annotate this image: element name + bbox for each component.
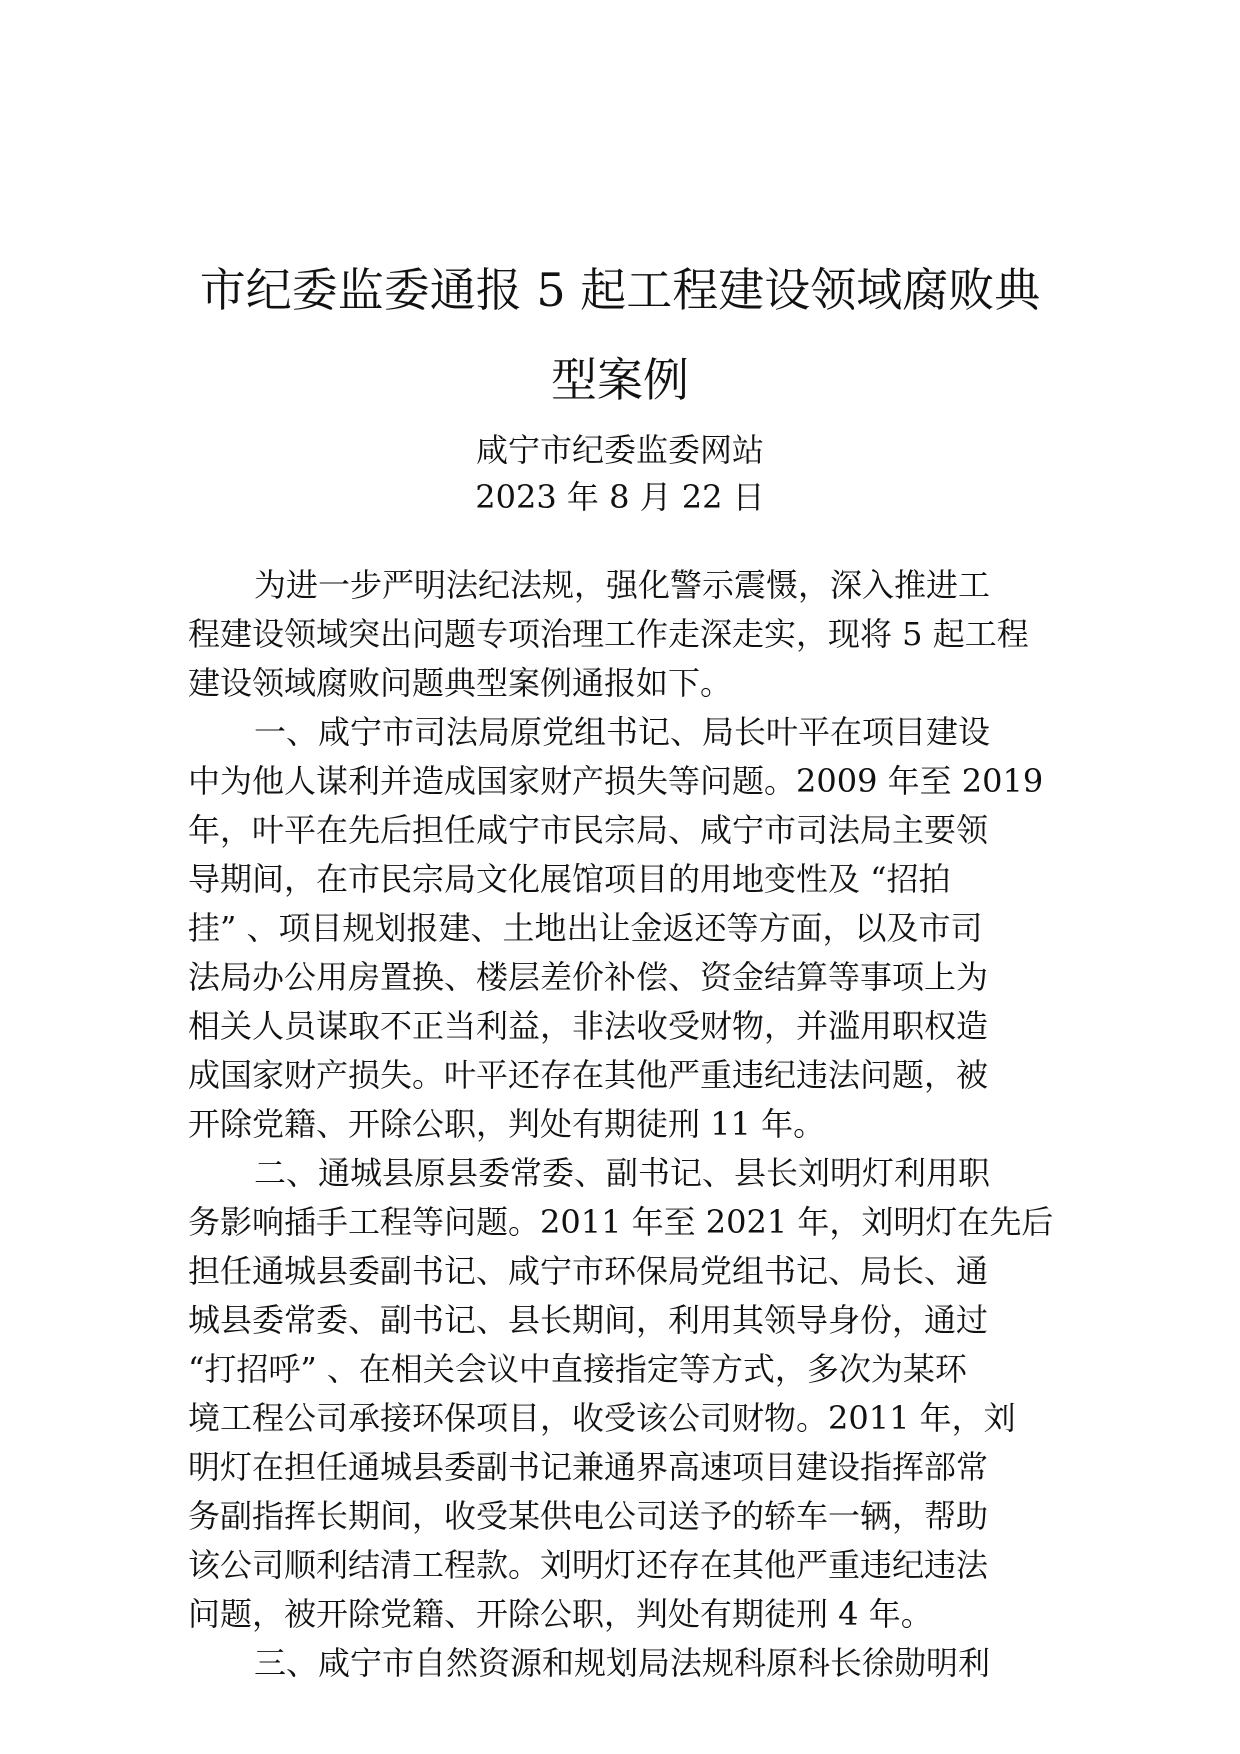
case-2-line-7: 明灯在担任通城县委副书记兼通界高速项目建设指挥部常 xyxy=(188,1448,989,1486)
case-1-line-8: 成国家财产损失。叶平还存在其他严重违纪违法问题，被 xyxy=(188,1056,989,1094)
case-1-line-5: 挂” 、项目规划报建、土地出让金返还等方面，以及市司 xyxy=(188,909,983,947)
case-2-line-2: 务影响插手工程等问题。2011 年至 2021 年，刘明灯在先后 xyxy=(188,1203,1054,1241)
case-2-line-6: 境工程公司承接环保项目，收受该公司财物。2011 年，刘 xyxy=(188,1399,1016,1437)
paragraph-1-line-2: 程建设领域突出问题专项治理工作走深走实，现将 5 起工程 xyxy=(188,615,1029,653)
case-3-line-1: 三、咸宁市自然资源和规划局法规科原科长徐勋明利 xyxy=(254,1644,991,1682)
document-body xyxy=(188,561,1058,1688)
document-title-line-2: 型案例 xyxy=(551,353,689,407)
case-1-line-3: 年，叶平在先后担任咸宁市民宗局、咸宁市司法局主要领 xyxy=(188,811,989,849)
document-date: 2023 年 8 月 22 日 xyxy=(475,478,765,516)
case-1-line-9: 开除党籍、开除公职，判处有期徒刑 11 年。 xyxy=(188,1105,826,1143)
document-title-line-1: 市纪委监委通报 5 起工程建设领域腐败典 xyxy=(199,263,1041,317)
case-2-line-1: 二、通城县原县委常委、副书记、县长刘明灯利用职 xyxy=(254,1154,991,1192)
case-2-line-4: 城县委常委、副书记、县长期间，利用其领导身份，通过 xyxy=(188,1301,989,1339)
case-2-line-9: 该公司顺利结清工程款。刘明灯还存在其他严重违纪违法 xyxy=(188,1546,989,1584)
case-1-line-7: 相关人员谋取不正当利益，非法收受财物，并滥用职权造 xyxy=(188,1007,989,1045)
case-2-line-5: “打招呼” 、在相关会议中直接指定等方式，多次为某环 xyxy=(188,1350,967,1388)
document-source: 咸宁市纪委监委网站 xyxy=(475,431,764,469)
case-2-line-3: 担任通城县委副书记、咸宁市环保局党组书记、局长、通 xyxy=(188,1252,989,1290)
paragraph-1-line-3: 建设领域腐败问题典型案例通报如下。 xyxy=(188,664,733,702)
case-1-line-1: 一、咸宁市司法局原党组书记、局长叶平在项目建设 xyxy=(254,713,991,751)
case-1-line-4: 导期间，在市民宗局文化展馆项目的用地变性及 “招拍 xyxy=(188,860,951,898)
case-2-line-8: 务副指挥长期间，收受某供电公司送予的轿车一辆，帮助 xyxy=(188,1497,989,1535)
case-1-line-2: 中为他人谋利并造成国家财产损失等问题。2009 年至 2019 xyxy=(188,762,1044,800)
case-1-line-6: 法局办公用房置换、楼层差价补偿、资金结算等事项上为 xyxy=(188,958,989,996)
case-2-line-10: 问题，被开除党籍、开除公职，判处有期徒刑 4 年。 xyxy=(188,1595,933,1633)
paragraph-1-line-1: 为进一步严明法纪法规，强化警示震慑，深入推进工 xyxy=(254,566,991,604)
